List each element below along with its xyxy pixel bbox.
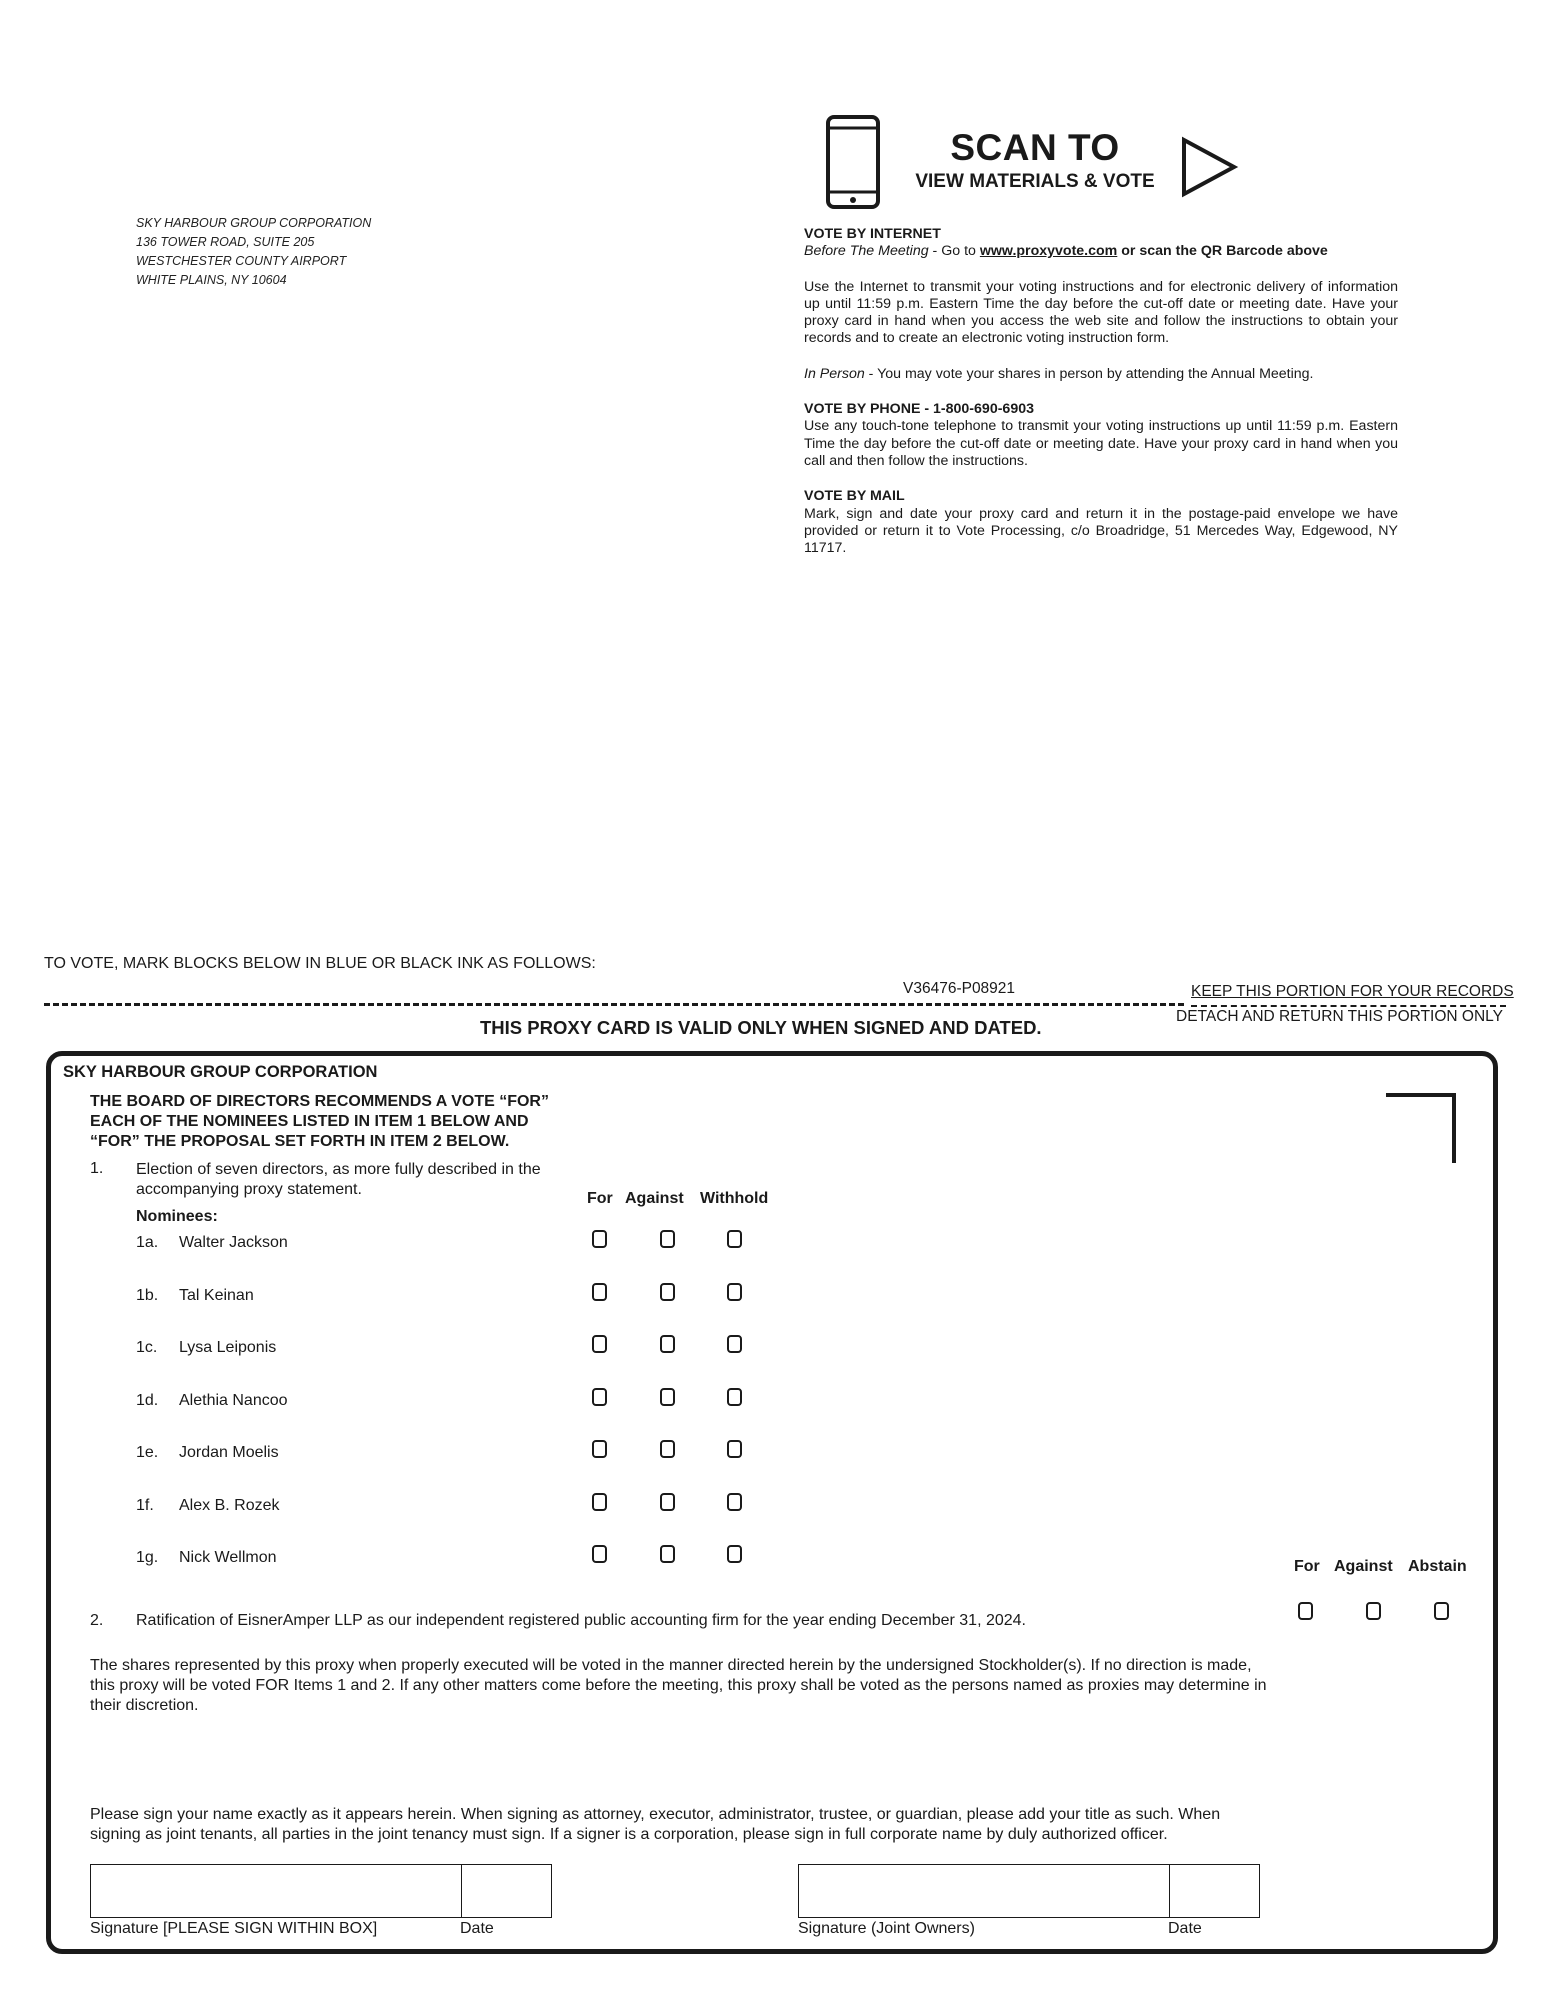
in-person-text: - You may vote your shares in person by attending the Annual Meeting. <box>864 365 1314 382</box>
nominee-name: Lysa Leiponis <box>179 1339 277 1356</box>
nominee-withhold-checkbox[interactable] <box>727 1388 742 1406</box>
date-label: Date <box>460 1920 494 1937</box>
vote-by-internet-heading: VOTE BY INTERNET <box>804 226 941 242</box>
nominee-name: Alex B. Rozek <box>179 1496 280 1514</box>
item-2-abstain-checkbox[interactable] <box>1434 1602 1449 1620</box>
nominee-withhold-checkbox[interactable] <box>727 1283 742 1301</box>
keep-portion-divider <box>1191 1005 1506 1007</box>
nominee-name: Alethia Nancoo <box>179 1391 288 1409</box>
nominee-against-checkbox[interactable] <box>660 1440 675 1458</box>
board-line: “FOR” THE PROPOSAL SET FORTH IN ITEM 2 BELOW. <box>90 1133 510 1150</box>
nominee-against-checkbox[interactable] <box>660 1388 675 1406</box>
return-address-line: WHITE PLAINS, NY 10604 <box>136 273 287 287</box>
signing-instructions: Please sign your name exactly as it appears herein. When signing as attorney, executor, administrator, trustee, or guardian, please add your title as such. When signing as joint tenants, all parties in the joint tenancy must sign. If a signer is a corporation, please sign in full corporate name by duly authorized officer. <box>90 1806 1221 1843</box>
nominee-name: Jordan Moelis <box>179 1444 279 1461</box>
nominee-id: 1c. <box>136 1339 158 1356</box>
keep-portion-label: KEEP THIS PORTION FOR YOUR RECORDS <box>1191 983 1514 1000</box>
signature-date-divider <box>461 1865 462 1917</box>
internet-body: Use the Internet to transmit your voting instructions and for electronic delivery of information up until 11:59 p.m. Eastern Time the day before the cut-off date or meeting date. Have your proxy card in hand when you access the web site and follow the instructions to obtain your records and to create an electronic voting instruction form. <box>804 278 1398 347</box>
nominee-for-checkbox[interactable] <box>592 1388 607 1406</box>
joint-date-label: Date <box>1168 1920 1202 1937</box>
nominee-id: 1a. <box>136 1234 159 1251</box>
detach-line <box>44 1003 1184 1006</box>
before-meeting-label: Before The Meeting <box>804 243 929 260</box>
nominee-against-checkbox[interactable] <box>660 1545 675 1563</box>
in-person-label: In Person <box>804 365 865 382</box>
mark-instructions: TO VOTE, MARK BLOCKS BELOW IN BLUE OR BLACK INK AS FOLLOWS: <box>44 955 596 972</box>
item-2-against-checkbox[interactable] <box>1366 1602 1381 1620</box>
signature-box[interactable] <box>90 1864 552 1918</box>
nominee-against-checkbox[interactable] <box>660 1493 675 1511</box>
nominee-name: Nick Wellmon <box>179 1549 277 1566</box>
card-company-name: SKY HARBOUR GROUP CORPORATION <box>63 1063 378 1081</box>
nominee-withhold-checkbox[interactable] <box>727 1545 742 1563</box>
return-address-line: SKY HARBOUR GROUP CORPORATION <box>136 216 372 230</box>
joint-signature-label: Signature (Joint Owners) <box>798 1920 975 1937</box>
item-2-column-against: Against <box>1334 1558 1393 1575</box>
nominee-against-checkbox[interactable] <box>660 1230 675 1248</box>
smartphone-icon <box>825 114 881 210</box>
return-address-line: 136 TOWER ROAD, SUITE 205 <box>136 235 315 249</box>
in-person-line <box>804 366 1398 383</box>
nominee-id: 1f. <box>136 1496 154 1514</box>
nominee-for-checkbox[interactable] <box>592 1493 607 1511</box>
column-against: Against <box>625 1190 684 1207</box>
shares-statement: The shares represented by this proxy when properly executed will be voted in the manner directed herein by the undersigned Stockholder(s). If no direction is made, this proxy will be voted FOR Items 1 and 2. If any other matters come before the meeting, this proxy shall be voted as the persons named as proxies may determine in their discretion. <box>90 1657 1267 1714</box>
mail-body: Mark, sign and date your proxy card and return it in the postage-paid envelope we have provided or return it to Vote Processing, c/o Broadridge, 51 Mercedes Way, Edgewood, NY 11717. <box>804 505 1398 557</box>
detach-portion-label: DETACH AND RETURN THIS PORTION ONLY <box>1176 1008 1503 1025</box>
nominee-for-checkbox[interactable] <box>592 1283 607 1301</box>
item-1-line: Election of seven directors, as more fully described in the <box>136 1161 541 1178</box>
nominee-id: 1e. <box>136 1444 159 1461</box>
item-2-number: 2. <box>90 1612 104 1629</box>
nominee-name: Walter Jackson <box>179 1234 288 1251</box>
nominee-for-checkbox[interactable] <box>592 1545 607 1563</box>
nominee-id: 1b. <box>136 1286 159 1304</box>
nominees-label: Nominees: <box>136 1208 218 1225</box>
board-line: THE BOARD OF DIRECTORS RECOMMENDS A VOTE “FOR” <box>90 1093 549 1110</box>
nominee-for-checkbox[interactable] <box>592 1230 607 1248</box>
joint-signature-date-divider <box>1169 1865 1170 1917</box>
item-2-column-for: For <box>1294 1558 1320 1575</box>
item-2-column-abstain: Abstain <box>1408 1558 1467 1575</box>
board-recommendation <box>90 1092 590 1152</box>
play-triangle-icon <box>1180 136 1240 198</box>
board-line: EACH OF THE NOMINEES LISTED IN ITEM 1 BELOW AND <box>90 1113 529 1130</box>
return-address-line: WESTCHESTER COUNTY AIRPORT <box>136 254 347 268</box>
column-withhold: Withhold <box>700 1190 769 1207</box>
control-number: V36476-P08921 <box>903 980 1016 997</box>
nominee-withhold-checkbox[interactable] <box>727 1335 742 1353</box>
before-meeting-line <box>804 243 1398 260</box>
nominee-withhold-checkbox[interactable] <box>727 1440 742 1458</box>
qr-instruction: or scan the QR Barcode above <box>1117 243 1328 260</box>
item-2-text: Ratification of EisnerAmper LLP as our independent registered public accounting firm for the year ending December 31, 2024. <box>136 1612 1026 1629</box>
joint-signature-box[interactable] <box>798 1864 1260 1918</box>
scan-subtitle: VIEW MATERIALS & VOTE <box>915 171 1155 192</box>
before-meeting-mid: - Go to <box>928 243 980 260</box>
voting-instructions <box>804 226 1398 557</box>
nominee-id: 1d. <box>136 1391 159 1409</box>
nominee-against-checkbox[interactable] <box>660 1283 675 1301</box>
scan-title: SCAN TO <box>950 127 1120 168</box>
column-for: For <box>587 1190 613 1207</box>
valid-notice: THIS PROXY CARD IS VALID ONLY WHEN SIGNED AND DATED. <box>480 1017 1042 1038</box>
vote-by-phone-heading: VOTE BY PHONE - 1-800-690-6903 <box>804 401 1034 418</box>
nominee-name: Tal Keinan <box>179 1286 254 1304</box>
nominee-id: 1g. <box>136 1549 159 1566</box>
registration-corner-mark <box>1386 1093 1456 1163</box>
item-1-text <box>136 1160 566 1200</box>
nominee-against-checkbox[interactable] <box>660 1335 675 1353</box>
item-1-line: accompanying proxy statement. <box>136 1181 362 1198</box>
phone-body: Use any touch-tone telephone to transmit your voting instructions up until 11:59 p.m. Eastern Time the day before the cut-off date or meeting date. Have your proxy card in hand when you call and then follow the instructions. <box>804 418 1398 469</box>
proxyvote-link[interactable]: www.proxyvote.com <box>979 243 1118 260</box>
item-1-number: 1. <box>90 1160 104 1177</box>
vote-by-mail-heading: VOTE BY MAIL <box>804 488 905 505</box>
nominee-withhold-checkbox[interactable] <box>727 1230 742 1248</box>
item-2-for-checkbox[interactable] <box>1298 1602 1313 1620</box>
nominee-withhold-checkbox[interactable] <box>727 1493 742 1511</box>
signature-label: Signature [PLEASE SIGN WITHIN BOX] <box>90 1920 378 1937</box>
return-address <box>136 214 371 290</box>
nominee-for-checkbox[interactable] <box>592 1440 607 1458</box>
nominee-for-checkbox[interactable] <box>592 1335 607 1353</box>
